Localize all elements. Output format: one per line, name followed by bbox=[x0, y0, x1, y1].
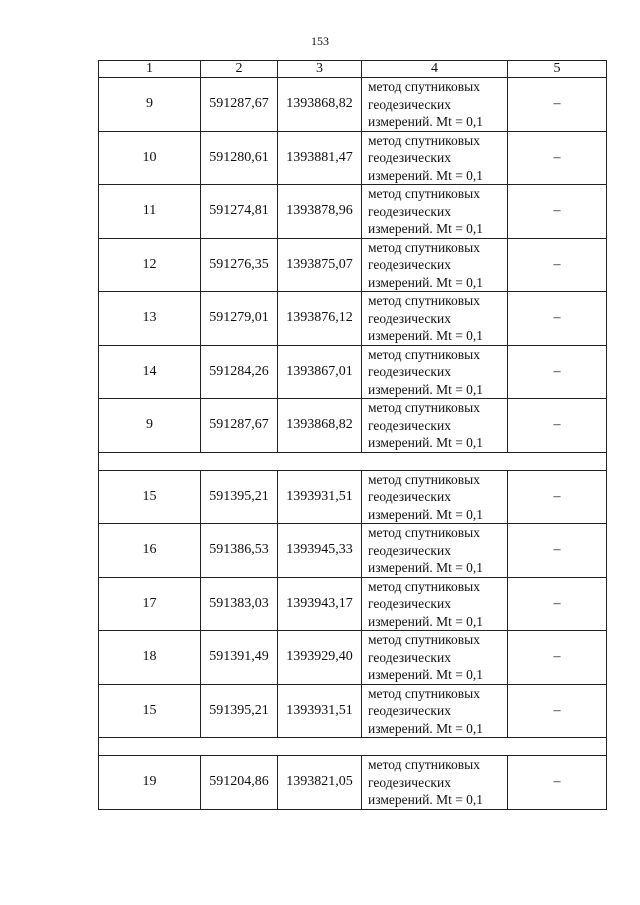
y-coordinate-cell: 1393868,82 bbox=[278, 78, 362, 132]
x-coordinate-cell: 591287,67 bbox=[201, 399, 278, 453]
table-row bbox=[99, 399, 607, 453]
method-text-line: геодезических bbox=[368, 96, 451, 112]
method-text-line: измерений. Mt = 0,1 bbox=[368, 667, 484, 682]
note-cell: – bbox=[508, 470, 607, 524]
table-header-row bbox=[99, 61, 607, 78]
y-coordinate-cell: 1393876,12 bbox=[278, 292, 362, 346]
method-text-line: метод спутниковых bbox=[368, 685, 480, 701]
y-coordinate-cell: 1393931,51 bbox=[278, 470, 362, 524]
method-cell bbox=[362, 238, 508, 292]
method-text-line: метод спутниковых bbox=[368, 400, 480, 415]
table-row bbox=[99, 524, 607, 578]
method-text-line: измерений. Mt = 0,1 bbox=[368, 328, 484, 343]
note-cell: – bbox=[508, 399, 607, 453]
method-cell bbox=[362, 78, 508, 132]
y-coordinate-cell: 1393878,96 bbox=[278, 185, 362, 239]
point-number-cell: 9 bbox=[99, 399, 201, 453]
method-cell bbox=[362, 292, 508, 346]
table-separator-cell bbox=[99, 452, 607, 470]
point-number-cell: 18 bbox=[99, 631, 201, 685]
point-number-cell: 9 bbox=[99, 78, 201, 132]
method-text-line: измерений. Mt = 0,1 bbox=[368, 613, 484, 629]
method-text-line: измерений. Mt = 0,1 bbox=[368, 435, 484, 450]
coordinates-table-body bbox=[99, 61, 607, 810]
method-text-line: метод спутниковых bbox=[368, 132, 480, 148]
header-col-3: 3 bbox=[278, 61, 362, 78]
note-cell: – bbox=[508, 131, 607, 185]
table-separator-row bbox=[99, 452, 607, 470]
method-text-line: измерений. Mt = 0,1 bbox=[368, 274, 484, 290]
table-row bbox=[99, 631, 607, 685]
note-cell: – bbox=[508, 631, 607, 685]
x-coordinate-cell: 591204,86 bbox=[201, 756, 278, 810]
header-col-4: 4 bbox=[362, 61, 508, 78]
note-cell: – bbox=[508, 345, 607, 399]
method-text-line: метод спутниковых bbox=[368, 632, 480, 647]
method-text-line: метод спутниковых bbox=[368, 578, 480, 594]
y-coordinate-cell: 1393868,82 bbox=[278, 399, 362, 453]
table-row bbox=[99, 78, 607, 132]
method-cell bbox=[362, 756, 508, 810]
table-row bbox=[99, 238, 607, 292]
table-row bbox=[99, 756, 607, 810]
table-row bbox=[99, 470, 607, 524]
method-cell bbox=[362, 345, 508, 399]
table-row bbox=[99, 345, 607, 399]
point-number-cell: 12 bbox=[99, 238, 201, 292]
note-cell: – bbox=[508, 756, 607, 810]
y-coordinate-cell: 1393945,33 bbox=[278, 524, 362, 578]
table-row bbox=[99, 292, 607, 346]
method-cell bbox=[362, 470, 508, 524]
y-coordinate-cell: 1393931,51 bbox=[278, 684, 362, 738]
method-text-line: метод спутниковых bbox=[368, 293, 480, 308]
method-text-line: геодезических bbox=[368, 596, 451, 611]
point-number-cell: 11 bbox=[99, 185, 201, 239]
header-col-2: 2 bbox=[201, 61, 278, 78]
method-cell bbox=[362, 684, 508, 738]
method-text-line: геодезических bbox=[368, 310, 451, 326]
note-cell: – bbox=[508, 78, 607, 132]
method-text-line: измерений. Mt = 0,1 bbox=[368, 167, 484, 183]
point-number-cell: 13 bbox=[99, 292, 201, 346]
x-coordinate-cell: 591383,03 bbox=[201, 577, 278, 631]
note-cell: – bbox=[508, 524, 607, 578]
y-coordinate-cell: 1393875,07 bbox=[278, 238, 362, 292]
x-coordinate-cell: 591386,53 bbox=[201, 524, 278, 578]
method-text-line: геодезических bbox=[368, 257, 451, 272]
method-text-line: геодезических bbox=[368, 489, 451, 504]
method-text-line: измерений. Mt = 0,1 bbox=[368, 381, 484, 397]
y-coordinate-cell: 1393929,40 bbox=[278, 631, 362, 685]
method-text-line: геодезических bbox=[368, 150, 451, 165]
method-text-line: измерений. Mt = 0,1 bbox=[368, 506, 484, 522]
method-text-line: метод спутниковых bbox=[368, 346, 480, 362]
method-text-line: геодезических bbox=[368, 364, 451, 379]
point-number-cell: 15 bbox=[99, 470, 201, 524]
method-text-line: геодезических bbox=[368, 542, 451, 558]
note-cell: – bbox=[508, 577, 607, 631]
method-cell bbox=[362, 185, 508, 239]
x-coordinate-cell: 591276,35 bbox=[201, 238, 278, 292]
table-separator-cell bbox=[99, 738, 607, 756]
method-cell bbox=[362, 577, 508, 631]
coordinates-table bbox=[98, 60, 607, 810]
x-coordinate-cell: 591395,21 bbox=[201, 684, 278, 738]
table-row bbox=[99, 185, 607, 239]
method-text-line: метод спутниковых bbox=[368, 186, 480, 201]
x-coordinate-cell: 591284,26 bbox=[201, 345, 278, 399]
table-row bbox=[99, 684, 607, 738]
point-number-cell: 17 bbox=[99, 577, 201, 631]
x-coordinate-cell: 591280,61 bbox=[201, 131, 278, 185]
method-text-line: измерений. Mt = 0,1 bbox=[368, 720, 484, 736]
method-text-line: геодезических bbox=[368, 649, 451, 665]
y-coordinate-cell: 1393821,05 bbox=[278, 756, 362, 810]
note-cell: – bbox=[508, 238, 607, 292]
table-row bbox=[99, 131, 607, 185]
method-text-line: метод спутниковых bbox=[368, 757, 480, 772]
method-text-line: геодезических bbox=[368, 417, 451, 433]
method-text-line: геодезических bbox=[368, 703, 451, 718]
method-text-line: измерений. Mt = 0,1 bbox=[368, 114, 484, 129]
table-separator-row bbox=[99, 738, 607, 756]
method-text-line: метод спутниковых bbox=[368, 239, 480, 255]
header-col-5: 5 bbox=[508, 61, 607, 78]
x-coordinate-cell: 591395,21 bbox=[201, 470, 278, 524]
x-coordinate-cell: 591279,01 bbox=[201, 292, 278, 346]
x-coordinate-cell: 591274,81 bbox=[201, 185, 278, 239]
method-cell bbox=[362, 399, 508, 453]
page-number: 153 bbox=[311, 34, 329, 48]
method-cell bbox=[362, 131, 508, 185]
note-cell: – bbox=[508, 684, 607, 738]
point-number-cell: 16 bbox=[99, 524, 201, 578]
method-text-line: геодезических bbox=[368, 774, 451, 790]
point-number-cell: 19 bbox=[99, 756, 201, 810]
method-text-line: геодезических bbox=[368, 203, 451, 219]
header-col-1: 1 bbox=[99, 61, 201, 78]
point-number-cell: 14 bbox=[99, 345, 201, 399]
method-text-line: измерений. Mt = 0,1 bbox=[368, 560, 484, 575]
method-text-line: измерений. Mt = 0,1 bbox=[368, 792, 484, 807]
method-cell bbox=[362, 524, 508, 578]
point-number-cell: 15 bbox=[99, 684, 201, 738]
method-text-line: метод спутниковых bbox=[368, 525, 480, 540]
y-coordinate-cell: 1393881,47 bbox=[278, 131, 362, 185]
method-text-line: измерений. Mt = 0,1 bbox=[368, 221, 484, 236]
y-coordinate-cell: 1393867,01 bbox=[278, 345, 362, 399]
method-text-line: метод спутниковых bbox=[368, 79, 480, 94]
x-coordinate-cell: 591287,67 bbox=[201, 78, 278, 132]
point-number-cell: 10 bbox=[99, 131, 201, 185]
y-coordinate-cell: 1393943,17 bbox=[278, 577, 362, 631]
method-cell bbox=[362, 631, 508, 685]
note-cell: – bbox=[508, 185, 607, 239]
method-text-line: метод спутниковых bbox=[368, 471, 480, 487]
note-cell: – bbox=[508, 292, 607, 346]
table-row bbox=[99, 577, 607, 631]
x-coordinate-cell: 591391,49 bbox=[201, 631, 278, 685]
